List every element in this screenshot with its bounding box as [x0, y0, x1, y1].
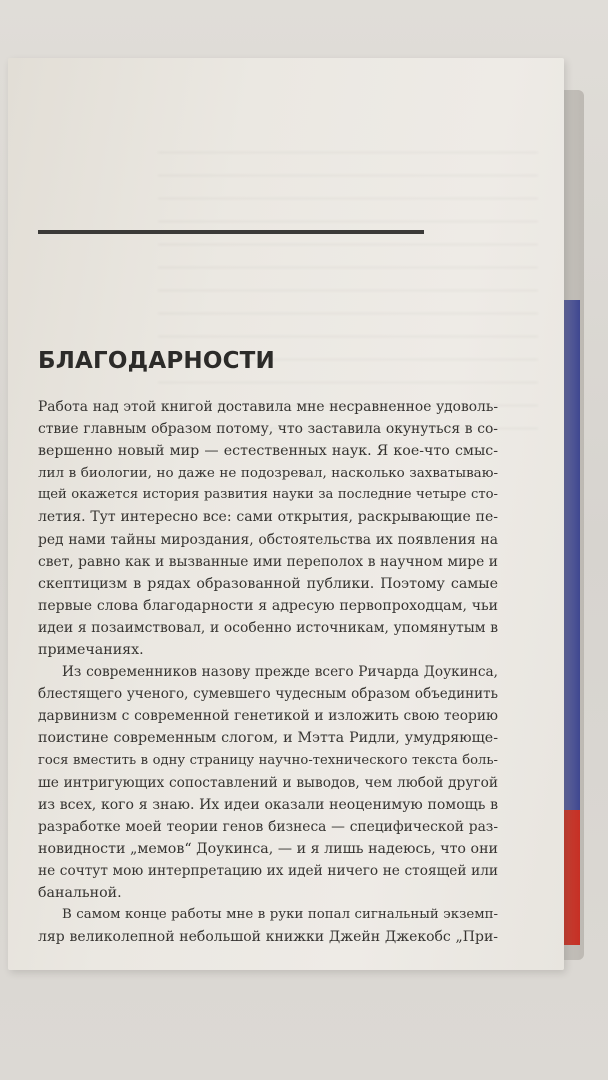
chapter-rule	[38, 230, 424, 234]
text-line: дарвинизм с современной генетикой и изложить свою теорию	[38, 708, 498, 725]
text-line: не сочтут мою интерпретацию их идей ничего не стоящей или	[38, 862, 498, 879]
text-line: скептицизм в рядах образованной публики. Поэтому самые	[38, 575, 498, 592]
text-line: свет, равно как и вызванные ими переполох в научном мире и	[38, 553, 498, 570]
text-line: идеи я позаимствовал, и особенно источникам, упомянутым в	[38, 619, 498, 636]
text-line: из всех, кого я знаю. Их идеи оказали неоценимую помощь в	[38, 796, 498, 813]
text-line: новидности „мемов“ Доукинса, — и я лишь надеюсь, что они	[38, 840, 498, 857]
text-line: гося вместить в одну страницу научно-технического текста боль-	[38, 752, 498, 768]
text-line: щей окажется история развития науки за последние четыре сто-	[38, 487, 498, 503]
text-line: ляр великолепной небольшой книжки Джейн Джекобс „При-	[38, 929, 498, 946]
text-line: летия. Тут интересно все: сами открытия, раскрывающие пе-	[38, 509, 498, 526]
text-line: Из современников назову прежде всего Ричарда Доукинса,	[62, 664, 498, 681]
text-line: лил в биологии, но даже не подозревал, насколько захватываю-	[38, 465, 498, 482]
text-line: ствие главным образом потому, что заставила окунуться в со-	[38, 421, 498, 438]
chapter-title: БЛАГОДАРНОСТИ	[38, 348, 276, 374]
text-line: ред нами тайны мироздания, обстоятельства их появления на	[38, 531, 498, 548]
text-line: поистине современным слогом, и Мэтта Ридли, умудряюще-	[38, 730, 498, 747]
text-line: Работа над этой книгой доставила мне несравненное удоволь-	[38, 399, 498, 415]
text-line: разработке моей теории генов бизнеса — специфической раз-	[38, 818, 498, 835]
text-line: банальной.	[38, 885, 122, 902]
show-through-text	[158, 138, 538, 438]
text-line: примечаниях.	[38, 642, 144, 659]
text-line: первые слова благодарности я адресую первопроходцам, чьи	[38, 597, 498, 614]
text-line: блестящего ученого, сумевшего чудесным образом объединить	[38, 686, 498, 703]
text-line: ше интригующих сопоставлений и выводов, чем любой другой	[38, 774, 498, 791]
body-text	[38, 396, 498, 948]
text-line: В самом конце работы мне в руки попал сигнальный экземп-	[62, 907, 498, 923]
text-line: вершенно новый мир — естественных наук. Я кое-что смыс-	[38, 443, 498, 460]
